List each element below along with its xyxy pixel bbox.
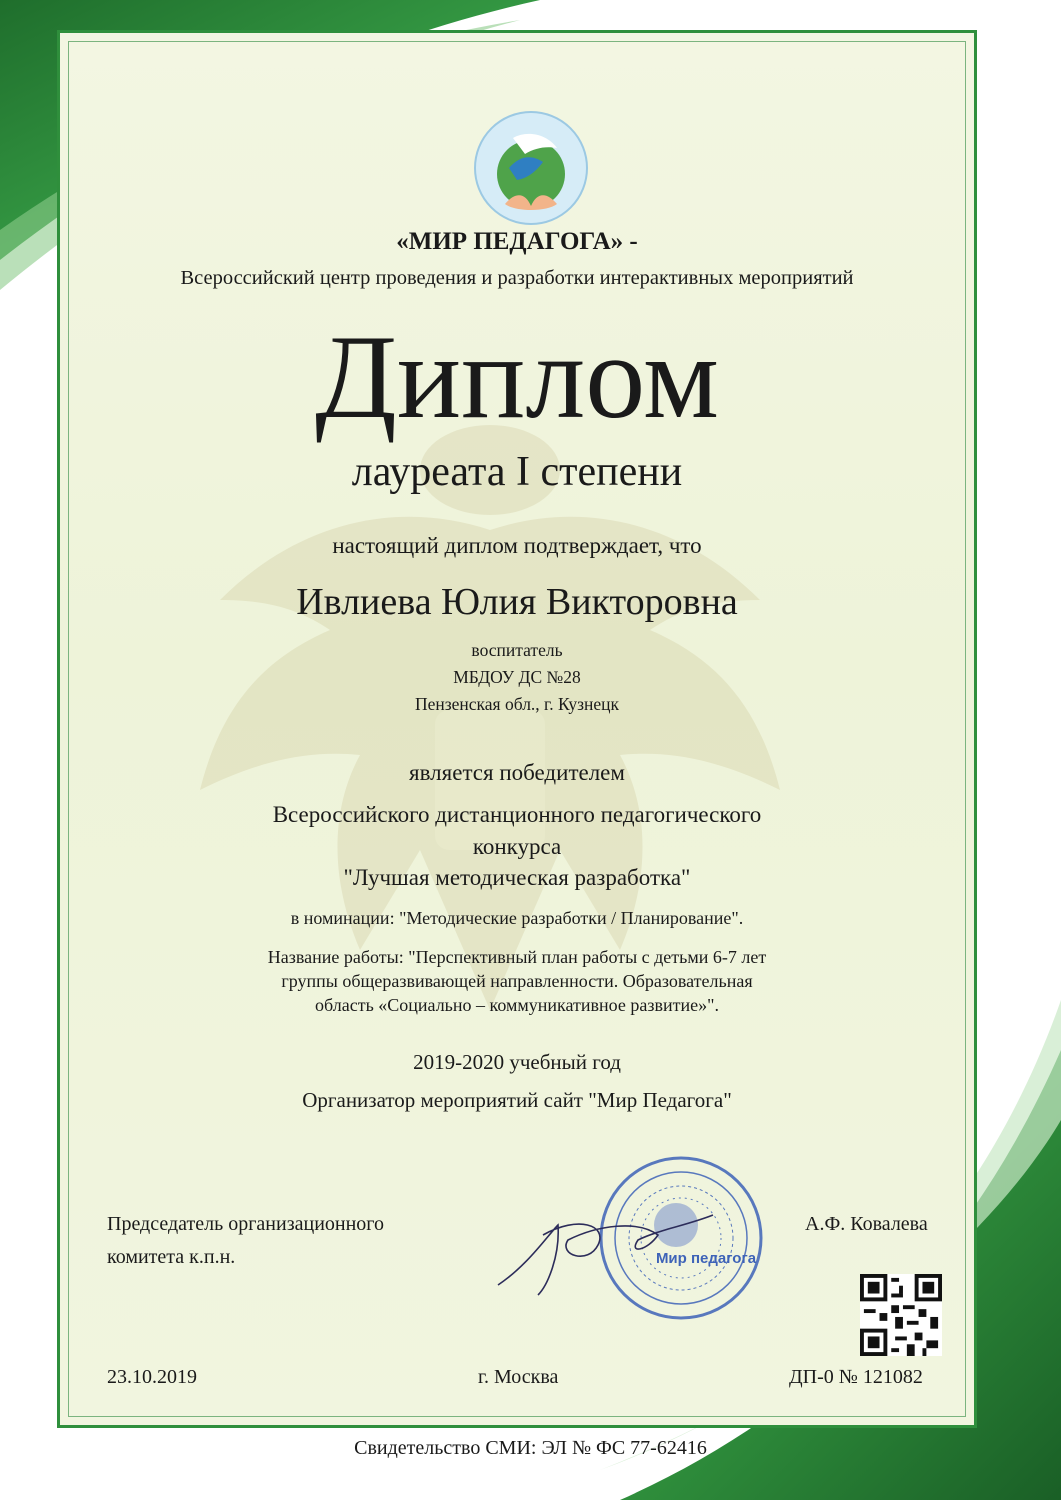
diploma-number: ДП-0 № 121082 <box>789 1366 923 1388</box>
handwritten-signature <box>488 1195 718 1315</box>
competition-name: "Лучшая методическая разработка" <box>343 865 691 890</box>
organization-name: «МИР ПЕДАГОГА» - <box>396 228 638 255</box>
recipient-position: воспитатель <box>471 640 563 660</box>
chair-title-line-2: комитета к.п.н. <box>107 1246 236 1268</box>
recipient-name: Ивлиева Юлия Викторовна <box>296 581 738 623</box>
recipient-location: Пензенская обл., г. Кузнецк <box>414 694 620 714</box>
award-status: является победителем <box>409 760 625 785</box>
competition-line-1: Всероссийского дистанционного педагогического <box>272 802 762 827</box>
chair-title-line-1: Председатель организационного <box>107 1213 385 1235</box>
work-title-line-3: область «Социально – коммуникативное развитие»". <box>315 995 719 1015</box>
diploma-degree: лауреата I степени <box>351 449 683 495</box>
diploma-title: Диплом <box>315 310 719 443</box>
signer-name: А.Ф. Ковалева <box>805 1213 928 1235</box>
organization-subtitle: Всероссийский центр проведения и разработки интерактивных мероприятий <box>180 267 854 289</box>
nomination: в номинации: "Методические разработки / Планирование". <box>290 908 744 928</box>
academic-year: 2019-2020 учебный год <box>413 1050 621 1074</box>
work-title <box>57 945 977 1017</box>
mir-pedagoga-logo <box>469 108 593 228</box>
media-certificate: Свидетельство СМИ: ЭЛ № ФС 77-62416 <box>354 1437 707 1459</box>
work-title-line-2: группы общеразвивающей направленности. Образовательная <box>281 971 753 991</box>
qr-code[interactable] <box>860 1274 942 1356</box>
organizer-text: Организатор мероприятий сайт "Мир Педагога" <box>302 1088 732 1112</box>
issue-date: 23.10.2019 <box>107 1366 197 1388</box>
issue-city: г. Москва <box>478 1366 559 1388</box>
stamp-label: Мир педагога <box>655 1250 757 1267</box>
competition-line-2: конкурса <box>472 834 562 859</box>
recipient-institution: МБДОУ ДС №28 <box>453 667 581 687</box>
confirm-text: настоящий диплом подтверждает, что <box>332 533 702 558</box>
work-title-line-1: Название работы: "Перспективный план работы с детьми 6-7 лет <box>267 947 767 967</box>
